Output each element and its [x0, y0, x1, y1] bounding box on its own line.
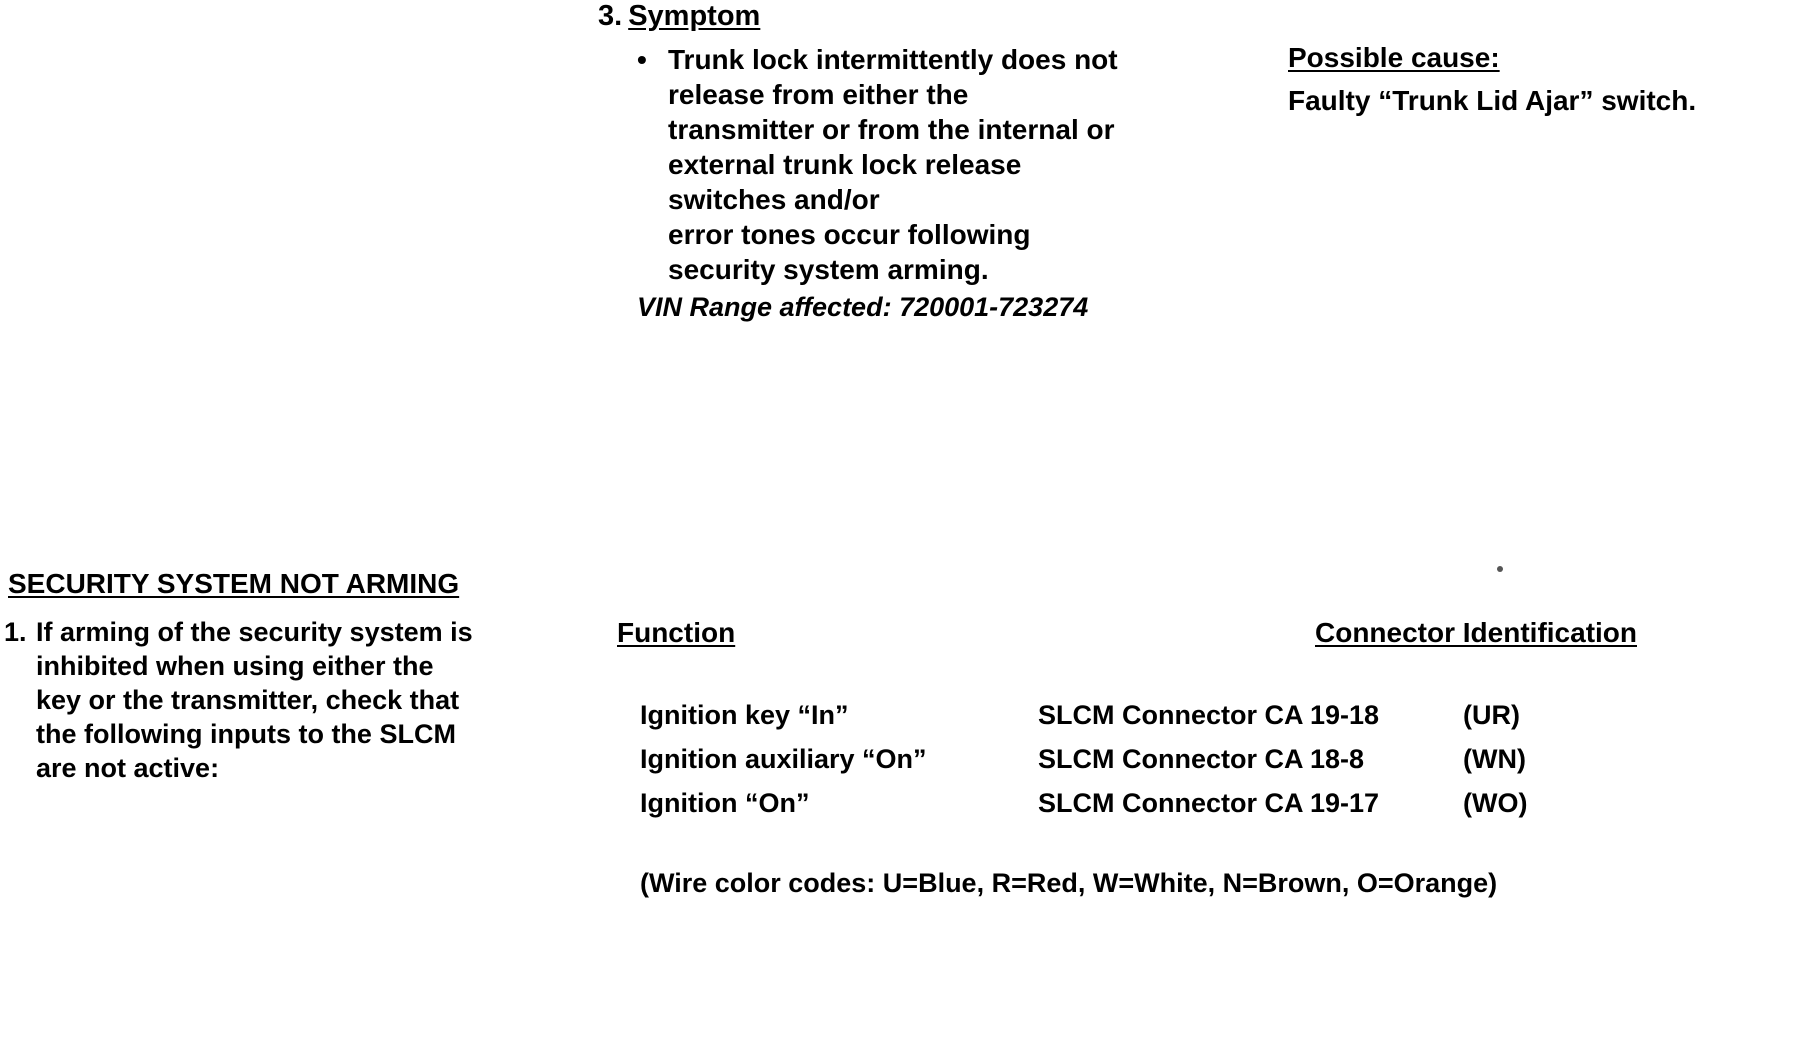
symptom-line: Trunk lock intermittently does not: [668, 44, 1118, 75]
signal-table: [640, 700, 1780, 832]
page-speck: [1497, 566, 1503, 572]
symptom-line: switches and/or: [668, 184, 880, 215]
arming-item-text: [36, 615, 604, 785]
symptom-line: external trunk lock release: [668, 149, 1022, 180]
table-header-function: Function: [617, 617, 736, 648]
cell-wire-code: (WO): [1463, 788, 1528, 818]
arming-line: are not active:: [36, 753, 220, 783]
page-title: SECURITY SYSTEM NOT ARMING: [8, 568, 460, 599]
symptom-line: security system arming.: [668, 254, 989, 285]
table-row: [640, 788, 1780, 832]
cell-wire-code: (WN): [1463, 744, 1526, 774]
table-header-connector-identification: Connector Identification: [1315, 617, 1637, 648]
arming-line: the following inputs to the SLCM: [36, 719, 456, 749]
cell-function: Ignition key “In”: [640, 700, 849, 730]
symptom-heading-number: 3.: [598, 0, 623, 32]
possible-cause-text: Faulty “Trunk Lid Ajar” switch.: [1288, 85, 1697, 116]
cell-connector: SLCM Connector CA 18-8: [1038, 744, 1365, 774]
symptom-heading-label: Symptom: [628, 0, 761, 32]
cell-connector: SLCM Connector CA 19-17: [1038, 788, 1380, 818]
arming-item-number: 1.: [4, 617, 27, 647]
table-row: [640, 700, 1780, 744]
bullet-icon: •: [637, 44, 647, 75]
cell-function: Ignition auxiliary “On”: [640, 744, 927, 774]
wire-color-code-note: (Wire color codes: U=Blue, R=Red, W=White, N=Brown, O=Orange): [640, 868, 1498, 898]
arming-line: If arming of the security system is: [36, 617, 473, 647]
symptom-line: transmitter or from the internal or: [668, 114, 1115, 145]
symptom-bullet-text: [668, 42, 1177, 287]
symptom-bullet-item: [637, 42, 1177, 287]
arming-line: key or the transmitter, check that: [36, 685, 460, 715]
arming-list-item: [4, 615, 604, 785]
symptom-line: release from either the: [668, 79, 969, 110]
table-row: [640, 744, 1780, 788]
arming-line: inhibited when using either the: [36, 651, 434, 681]
vin-range-note: VIN Range affected: 720001-723274: [637, 292, 1089, 322]
cell-wire-code: (UR): [1463, 700, 1520, 730]
cell-function: Ignition “On”: [640, 788, 810, 818]
symptom-line: error tones occur following: [668, 219, 1031, 250]
symptom-heading: [598, 0, 760, 33]
cell-connector: SLCM Connector CA 19-18: [1038, 700, 1380, 730]
possible-cause-heading: Possible cause:: [1288, 42, 1500, 73]
